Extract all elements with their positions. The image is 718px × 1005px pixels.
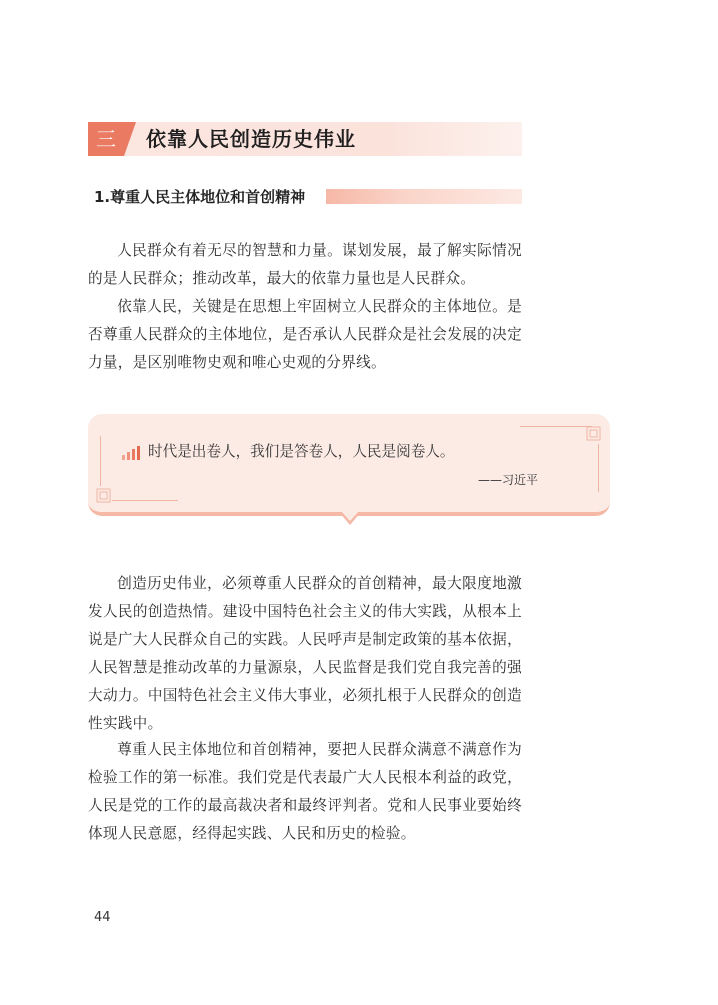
quote-corner-ornament-icon — [96, 488, 112, 504]
subsection-header — [88, 184, 522, 210]
section-number: 三 — [88, 122, 124, 156]
paragraph: 依靠人民，关键是在思想上牢固树立人民群众的主体地位。是否尊重人民群众的主体地位，是否承认人民群众是社会发展的决定力量，是区别唯物史观和唯心史观的分界线。 — [88, 298, 522, 371]
quote-text: 时代是出卷人，我们是答卷人，人民是阅卷人。 — [148, 443, 455, 460]
quote-corner-line — [100, 436, 101, 486]
page-number: 44 — [94, 910, 111, 925]
subsection-title: 1.尊重人民主体地位和首创精神 — [94, 188, 306, 206]
section-number-slant — [124, 122, 136, 156]
quote-corner-line — [598, 444, 599, 492]
quote-box-tail-fill — [341, 511, 359, 521]
quote-corner-line — [112, 500, 178, 501]
paragraph: 尊重人民主体地位和首创精神，要把人民群众满意不满意作为检验工作的第一标准。我们党是代表最广大人民根本利益的政党，人民是党的工作的最高裁决者和最终评判者。党和人民事业要始终体现人民意愿，经得起实践、人民和历史的检验。 — [88, 741, 522, 842]
section-title: 依靠人民创造历史伟业 — [146, 127, 356, 151]
quote-corner-line — [520, 426, 592, 427]
section-header — [88, 122, 522, 156]
subsection-decor-bar — [326, 189, 522, 204]
quote-corner-ornament-icon — [586, 426, 602, 442]
paragraph: 人民群众有着无尽的智慧和力量。谋划发展，最了解实际情况的是人民群众；推动改革，最大的依靠力量也是人民群众。 — [88, 242, 522, 287]
quote-author: ——习近平 — [478, 473, 539, 487]
paragraph: 创造历史伟业，必须尊重人民群众的首创精神，最大限度地激发人民的创造热情。建设中国特色社会主义的伟大实践，从根本上说是广大人民群众自己的实践。人民呼声是制定政策的基本依据，人民智慧是推动改革的力量源泉，人民监督是我们党自我完善的强大动力。中国特色社会主义伟大事业，必须扎根于人民群众的创造性实践中。 — [88, 575, 522, 732]
signal-bars-icon — [122, 446, 140, 460]
